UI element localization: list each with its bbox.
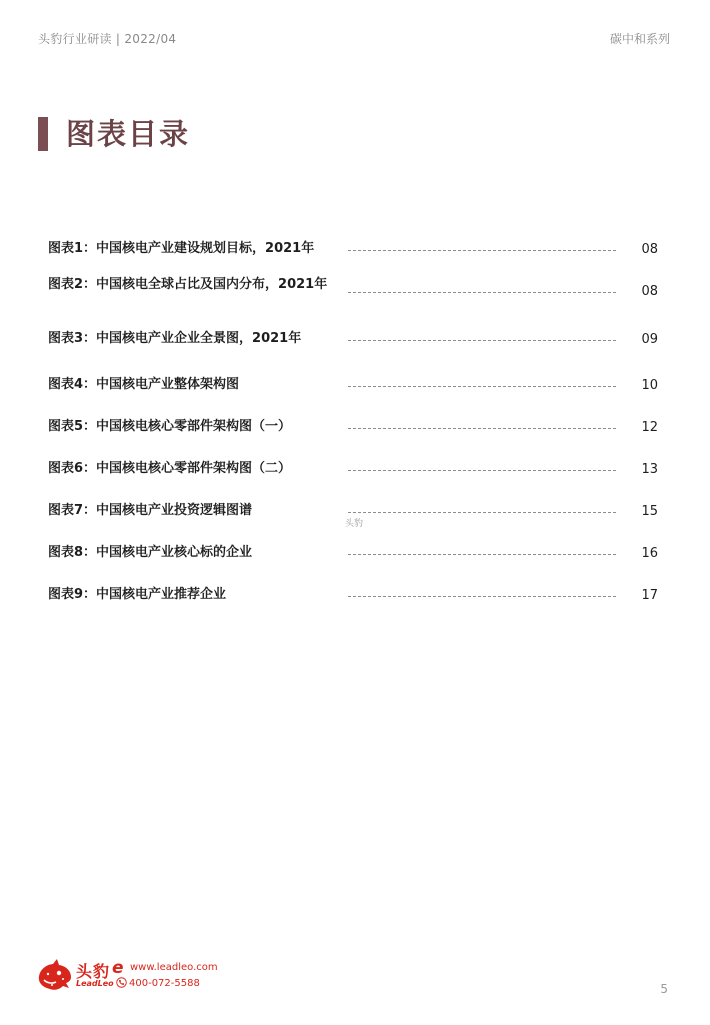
toc-leader-line — [348, 340, 616, 341]
phone-number: 400-072-5588 — [129, 978, 200, 989]
title-accent-bar — [38, 117, 48, 151]
toc-entry-page: 17 — [641, 588, 658, 603]
page-title: 图表目录 — [66, 117, 191, 151]
toc-entry-page: 08 — [641, 284, 658, 299]
toc-entry-label: 图表4：中国核电产业整体架构图 — [48, 377, 240, 392]
toc-leader-line — [348, 428, 616, 429]
logo-english-text: LeadLeo — [76, 979, 114, 988]
toc-entry-label: 图表1：中国核电产业建设规划目标，2021年 — [48, 241, 315, 256]
toc-leader-line — [348, 292, 616, 293]
toc-leader-line — [348, 386, 616, 387]
leopard-head-icon — [36, 958, 74, 994]
toc-entry-8[interactable] — [48, 542, 662, 566]
toc-entry-3[interactable] — [48, 328, 662, 352]
toc-entry-1[interactable] — [48, 238, 662, 262]
toc-entry-label: 图表7：中国核电产业投资逻辑图谱 — [48, 503, 253, 518]
toc-leader-line — [348, 596, 616, 597]
toc-entry-page: 12 — [641, 420, 658, 435]
toc-entry-label: 图表3：中国核电产业企业全景图，2021年 — [48, 331, 302, 346]
toc-entry-4[interactable] — [48, 374, 662, 398]
toc-entry-2[interactable] — [48, 274, 662, 310]
toc-entry-label: 图表6：中国核电核心零部件架构图（二） — [48, 461, 292, 476]
footer-phone — [116, 977, 200, 989]
toc-entry-label: 图表9：中国核电产业推荐企业 — [48, 587, 227, 602]
toc-entry-page: 16 — [641, 546, 658, 561]
toc-entry-label: 图表2：中国核电全球占比及国内分布，2021年 — [48, 277, 328, 292]
toc-entry-page: 09 — [641, 332, 658, 347]
website-text: www.leadleo.com — [130, 962, 218, 973]
toc-entry-page: 08 — [641, 242, 658, 257]
toc-leader-line — [348, 512, 616, 513]
toc-entry-page: 10 — [641, 378, 658, 393]
header-left: 头豹行业研读 | 2022/04 — [38, 32, 177, 46]
watermark: 头豹 — [345, 519, 364, 529]
toc-entry-9[interactable] — [48, 584, 662, 608]
toc-leader-line — [348, 470, 616, 471]
header-right: 碳中和系列 — [609, 32, 670, 46]
toc-entry-5[interactable] — [48, 416, 662, 440]
toc-entry-page: 15 — [641, 504, 658, 519]
toc-leader-line — [348, 554, 616, 555]
logo-e-mark: e — [112, 958, 124, 978]
toc-entry-page: 13 — [641, 462, 658, 477]
toc-leader-line — [348, 250, 616, 251]
footer-website[interactable] — [130, 962, 218, 973]
logo-chinese-text: 头豹 — [76, 962, 111, 981]
toc-entry-6[interactable] — [48, 458, 662, 482]
page-number: 5 — [660, 982, 668, 996]
toc-entry-label: 图表5：中国核电核心零部件架构图（一） — [48, 419, 292, 434]
phone-icon — [116, 977, 127, 988]
toc-entry-label: 图表8：中国核电产业核心标的企业 — [48, 545, 253, 560]
